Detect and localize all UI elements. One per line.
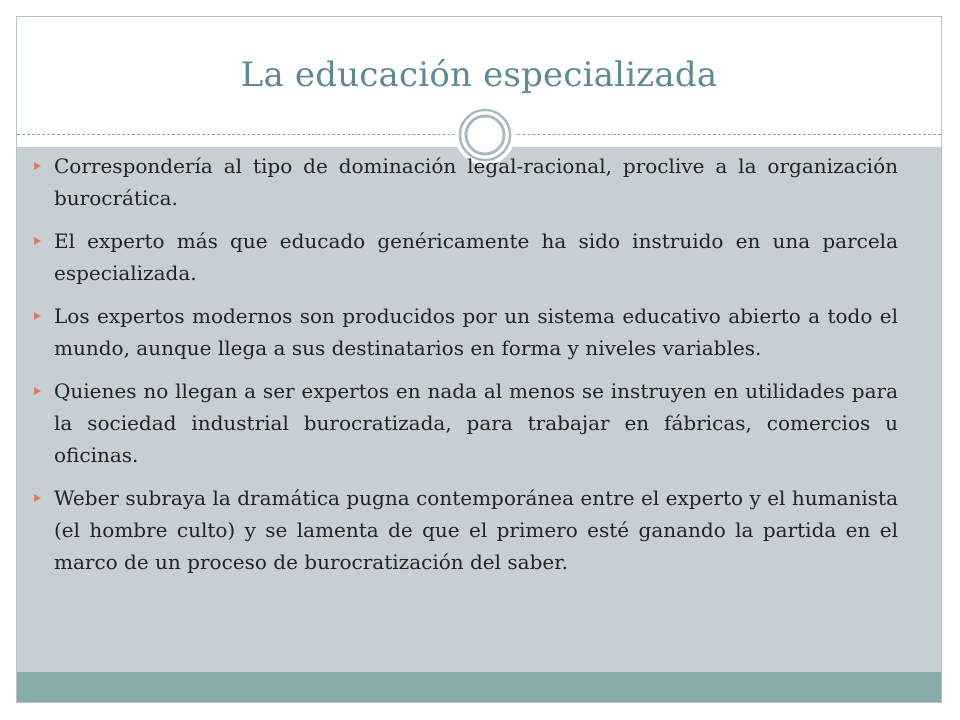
bullet-item xyxy=(34,300,898,364)
bullet-item xyxy=(34,375,898,471)
bullet-list xyxy=(34,150,898,589)
bullet-marker-icon xyxy=(34,237,41,245)
bullet-marker-icon xyxy=(34,494,41,502)
bullet-text: Weber subraya la dramática pugna contemporánea entre el experto y el humanista (el hombre culto) y se lamenta de que el primero esté ganando la partida en el marco de un proceso de burocratización del saber. xyxy=(54,486,898,574)
bullet-item xyxy=(34,482,898,578)
bullet-text: Quienes no llegan a ser expertos en nada al menos se instruyen en utilidades para la sociedad industrial burocratizada, para trabajar en fábricas, comercios u oficinas. xyxy=(54,379,898,467)
bullet-text: Los expertos modernos son producidos por un sistema educativo abierto a todo el mundo, aunque llega a sus destinatarios en forma y niveles variables. xyxy=(54,304,898,360)
bullet-marker-icon xyxy=(34,162,41,170)
bullet-item xyxy=(34,150,898,214)
bullet-text: Correspondería al tipo de dominación legal-racional, proclive a la organización burocrática. xyxy=(54,154,898,210)
bullet-text: El experto más que educado genéricamente ha sido instruido en una parcela especializada. xyxy=(54,229,898,285)
bullet-marker-icon xyxy=(34,387,41,395)
slide-title: La educación especializada xyxy=(240,55,718,95)
footer-band xyxy=(17,672,941,702)
bullet-marker-icon xyxy=(34,312,41,320)
bullet-item xyxy=(34,225,898,289)
